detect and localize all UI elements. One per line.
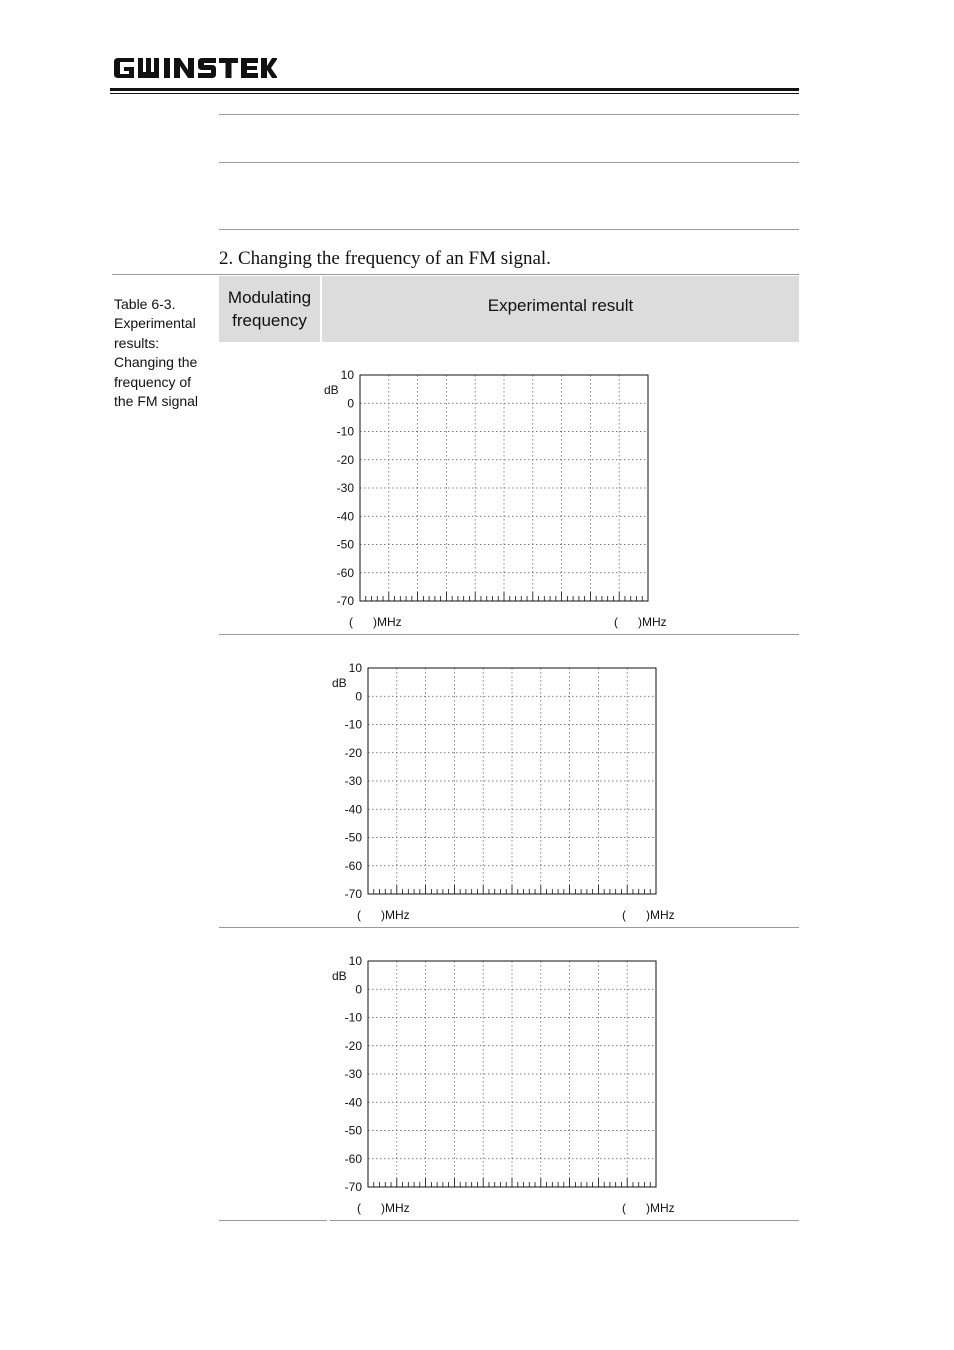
separator-line — [219, 229, 799, 230]
y-tick-label: -70 — [344, 1180, 362, 1194]
y-tick-label: -50 — [336, 537, 354, 552]
y-tick-label: -70 — [344, 887, 362, 901]
table-caption — [114, 295, 214, 411]
y-tick-label: -60 — [344, 1151, 362, 1166]
x-right-label: ( )MHz — [622, 1201, 675, 1215]
y-tick-label: -60 — [344, 858, 362, 873]
row-separator — [330, 1220, 799, 1221]
header-rule — [110, 88, 799, 91]
x-left-label: ( )MHz — [349, 615, 402, 629]
y-tick-label: -10 — [336, 424, 354, 439]
row-separator — [219, 1220, 327, 1221]
header-rule-thin — [110, 93, 799, 94]
y-tick-label: -30 — [336, 481, 354, 495]
y-tick-label: -20 — [336, 452, 354, 467]
x-left-label: ( )MHz — [357, 908, 410, 922]
caption-line: the FM signal — [114, 393, 199, 410]
col-experimental-result: Experimental result — [487, 296, 634, 315]
col1-header-line: Modulating — [227, 288, 312, 307]
y-tick-label: -50 — [344, 1123, 362, 1138]
x-right-label: ( )MHz — [622, 908, 675, 922]
y-axis-label: dB — [332, 676, 347, 690]
y-tick-label: -30 — [344, 1067, 362, 1081]
x-left-label: ( )MHz — [357, 1201, 410, 1215]
y-tick-label: -10 — [344, 1010, 362, 1025]
y-tick-label: -50 — [344, 830, 362, 845]
col1-header-line: frequency — [232, 311, 307, 330]
y-tick-label: 10 — [340, 368, 354, 382]
y-tick-label: 10 — [348, 954, 362, 968]
gw-instek-logo — [112, 52, 277, 84]
row-separator — [219, 927, 799, 928]
spectrum-chart-3 — [318, 948, 698, 1220]
y-tick-label: -40 — [344, 802, 362, 817]
y-tick-label: -40 — [344, 1095, 362, 1110]
row-separator — [219, 634, 799, 635]
caption-line: results: — [114, 334, 160, 351]
step-heading: 2. Changing the frequency of an FM signal. — [219, 248, 551, 269]
separator-line — [219, 114, 799, 115]
y-tick-label: -70 — [336, 594, 354, 608]
y-axis-label: dB — [324, 383, 339, 397]
section-rule — [112, 274, 799, 275]
col-modulating-frequency — [219, 276, 320, 342]
y-tick-label: -30 — [344, 774, 362, 788]
x-right-label: ( )MHz — [614, 615, 667, 629]
caption-line: Changing the — [114, 354, 198, 371]
separator-line — [219, 162, 799, 163]
spectrum-chart-2 — [318, 655, 698, 927]
y-tick-label: 0 — [355, 982, 362, 997]
y-tick-label: -20 — [344, 745, 362, 760]
y-tick-label: 10 — [348, 661, 362, 675]
caption-line: Table 6-3. — [114, 296, 176, 312]
caption-line: frequency of — [114, 373, 192, 390]
spectrum-chart-1 — [310, 362, 690, 634]
caption-line: Experimental — [114, 315, 196, 332]
table-header — [219, 276, 799, 342]
y-tick-label: 0 — [347, 396, 354, 411]
y-tick-label: -40 — [336, 509, 354, 524]
y-tick-label: -60 — [336, 565, 354, 580]
y-tick-label: 0 — [355, 689, 362, 704]
y-axis-label: dB — [332, 969, 347, 983]
y-tick-label: -10 — [344, 717, 362, 732]
y-tick-label: -20 — [344, 1038, 362, 1053]
